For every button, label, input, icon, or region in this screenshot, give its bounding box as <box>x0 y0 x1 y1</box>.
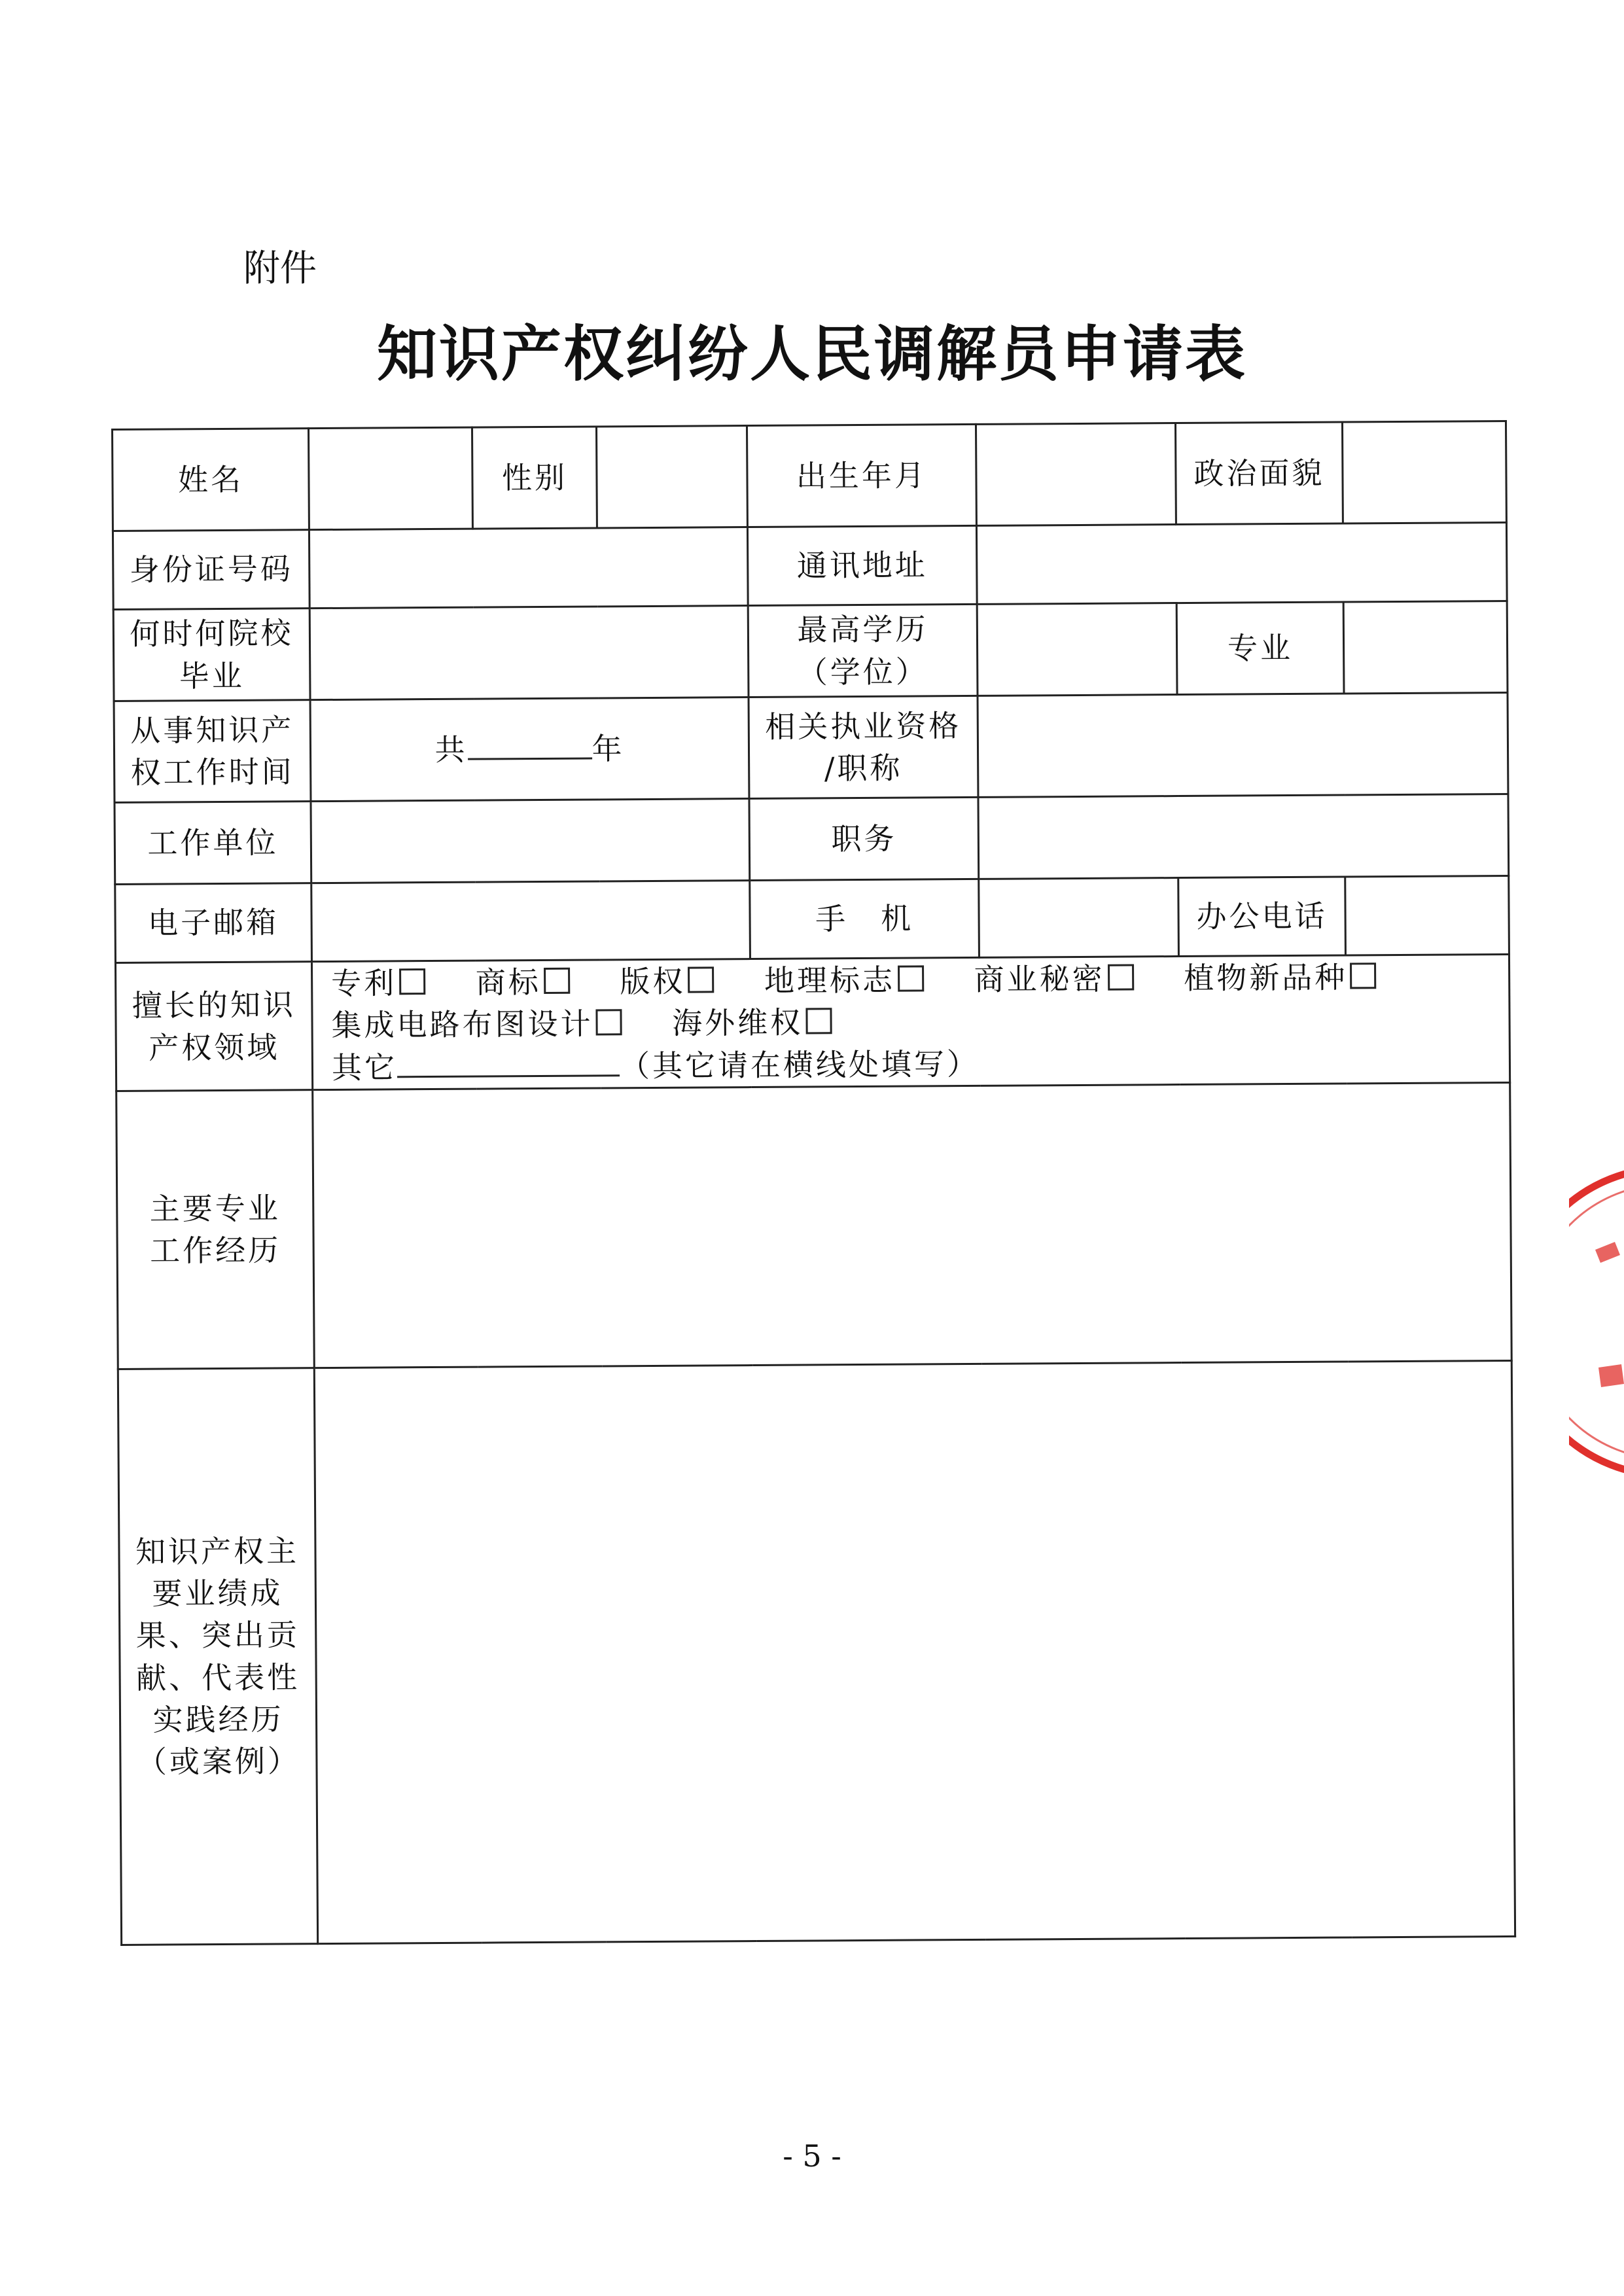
copyright-checkbox[interactable] <box>688 966 714 993</box>
address-label: 通讯地址 <box>747 525 977 605</box>
years-prefix: 共 <box>434 732 468 768</box>
ic-layout-checkbox[interactable] <box>595 1010 622 1036</box>
ip-work-years-field[interactable] <box>310 698 749 802</box>
achievements-label-line2: 要业绩成 <box>152 1575 283 1612</box>
attachment-label: 附件 <box>243 247 317 290</box>
option-patent-label: 专利 <box>331 965 397 1001</box>
option-copyright[interactable] <box>620 963 714 999</box>
office-phone-field[interactable] <box>1345 875 1509 955</box>
position-field[interactable] <box>978 794 1509 879</box>
option-geographical-indication-label: 地理标志 <box>764 962 896 998</box>
major-label: 专业 <box>1176 602 1344 695</box>
birth-date-label: 出生年月 <box>747 424 976 527</box>
overseas-rights-checkbox[interactable] <box>805 1008 832 1034</box>
birth-date-field[interactable] <box>976 423 1176 526</box>
option-trade-secret[interactable] <box>974 961 1134 997</box>
option-plant-variety-label: 植物新品种 <box>1184 959 1348 997</box>
expertise-options-line2 <box>331 997 1509 1089</box>
option-trademark-label: 商标 <box>475 964 541 1000</box>
graduation-label <box>113 609 310 701</box>
years-suffix: 年 <box>591 731 625 767</box>
achievements-label <box>118 1368 317 1945</box>
gender-label: 性别 <box>472 427 597 529</box>
option-copyright-label: 版权 <box>620 963 686 1000</box>
graduation-label-line2: 毕业 <box>179 658 245 694</box>
ip-work-years-label-line1: 从事知识产 <box>130 711 294 749</box>
option-trademark[interactable] <box>476 964 570 1000</box>
address-field[interactable] <box>976 522 1507 604</box>
trade-secret-checkbox[interactable] <box>1108 964 1134 990</box>
education-field[interactable] <box>977 603 1177 696</box>
plant-variety-checkbox[interactable] <box>1350 963 1376 989</box>
work-experience-field[interactable] <box>313 1083 1512 1368</box>
expertise-options-line1 <box>331 955 1508 1004</box>
achievements-label-line3: 果、突出贡 <box>135 1617 300 1654</box>
other-blank-line[interactable] <box>397 1048 620 1078</box>
id-number-field[interactable] <box>309 527 748 609</box>
mobile-field[interactable] <box>979 878 1179 958</box>
option-other <box>332 1046 980 1086</box>
achievements-label-line4: 献、代表性 <box>136 1659 300 1696</box>
name-field[interactable] <box>309 427 473 530</box>
mobile-label: 手 机 <box>750 879 980 959</box>
option-trade-secret-label: 商业秘密 <box>974 961 1105 997</box>
ip-work-years-label-line2: 权工作时间 <box>130 754 294 790</box>
application-form-table <box>111 420 1516 1946</box>
employer-label: 工作单位 <box>115 802 311 885</box>
trademark-checkbox[interactable] <box>544 968 570 994</box>
expertise-label <box>115 962 312 1091</box>
option-ic-layout[interactable] <box>331 1006 622 1044</box>
position-label: 职务 <box>749 797 979 880</box>
qualification-label-line1: 相关执业资格 <box>765 707 962 745</box>
option-overseas-rights[interactable] <box>672 1005 832 1041</box>
option-overseas-rights-label: 海外维权 <box>672 1004 803 1042</box>
political-status-label: 政治面貌 <box>1175 422 1343 525</box>
years-blank-line[interactable] <box>467 731 591 760</box>
option-geographical-indication[interactable] <box>764 962 924 998</box>
work-experience-label-line1: 主要专业 <box>149 1190 281 1227</box>
email-label: 电子邮箱 <box>115 883 312 963</box>
option-patent[interactable] <box>331 965 425 1001</box>
office-phone-label: 办公电话 <box>1178 877 1346 957</box>
id-number-label: 身份证号码 <box>113 530 309 610</box>
gender-field[interactable] <box>596 426 747 528</box>
expertise-options <box>311 954 1509 1089</box>
graduation-label-line1: 何时何院校 <box>130 615 294 652</box>
page-number: - 5 - <box>783 2138 841 2174</box>
major-field[interactable] <box>1343 601 1508 694</box>
political-status-field[interactable] <box>1342 421 1506 523</box>
expertise-label-line1: 擅长的知识 <box>132 987 296 1024</box>
achievements-label-line6: （或案例） <box>136 1743 301 1780</box>
option-plant-variety[interactable] <box>1184 959 1376 996</box>
option-other-note: （其它请在横线处填写） <box>619 1046 980 1084</box>
patent-checkbox[interactable] <box>399 968 425 995</box>
work-experience-label <box>116 1090 315 1369</box>
geographical-indication-checkbox[interactable] <box>898 965 924 991</box>
qualification-label-line2: /职称 <box>824 750 903 786</box>
employer-field[interactable] <box>311 799 750 883</box>
red-seal-stamp <box>1569 1152 1624 1492</box>
achievements-label-line1: 知识产权主 <box>135 1532 300 1570</box>
ip-work-years-label <box>114 700 311 803</box>
education-label-line1: 最高学历 <box>797 611 928 648</box>
graduation-field[interactable] <box>309 606 749 700</box>
education-label-line2: （学位） <box>797 653 928 690</box>
achievements-label-line5: 实践经历 <box>152 1701 284 1738</box>
email-field[interactable] <box>311 881 750 962</box>
expertise-label-line2: 产权领域 <box>149 1029 280 1066</box>
option-other-label: 其它 <box>331 1050 398 1086</box>
work-experience-label-line2: 工作经历 <box>150 1232 281 1269</box>
qualification-field[interactable] <box>978 692 1508 797</box>
form-title: 知识产权纠纷人民调解员申请表 <box>376 319 1247 389</box>
qualification-label <box>749 696 978 798</box>
name-label: 姓名 <box>113 429 309 531</box>
option-ic-layout-label: 集成电路布图设计 <box>331 1006 593 1044</box>
achievements-field[interactable] <box>314 1361 1515 1944</box>
education-label <box>748 604 978 697</box>
